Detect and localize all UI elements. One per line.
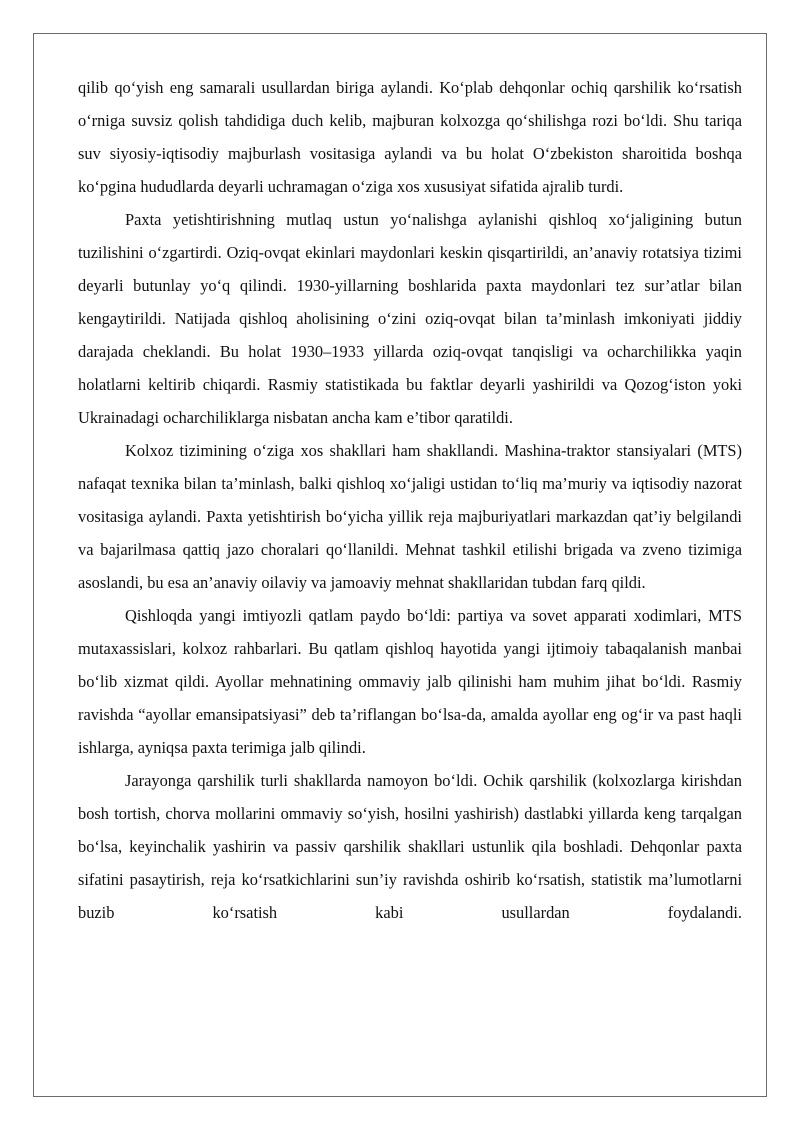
paragraph-5: Jarayonga qarshilik turli shakllarda namoyon bo‘ldi. Ochik qarshilik (kolxozlarga kirishdan bosh tortish, chorva mollarini ommaviy so‘yish, hosilni yashirish) dastlabki yillarda keng tarqalgan bo‘lsa, keyinchalik yashirin va passiv qarshilik shakllari ustunlik qila boshladi. Dehqonlar paxta sifatini pasaytirish, reja ko‘rsatkichlarini sun’iy ravishda oshirib ko‘rsatish, statistik ma’lumotlarni buzib ko‘rsatish kabi usullardan foydalandi. (78, 771, 742, 922)
paragraph-2: Paxta yetishtirishning mutlaq ustun yo‘nalishga aylanishi qishloq xo‘jaligining butun tuzilishini o‘zgartirdi. Oziq-ovqat ekinlari maydonlari keskin qisqartirildi, an’anaviy rotatsiya tizimi deyarli butunlay yo‘q qilindi. 1930-yillarning boshlarida paxta maydonlari tez sur’atlar bilan kengaytirildi. Natijada qishloq aholisining o‘zini oziq-ovqat bilan ta’minlash imkoniyati jiddiy darajada cheklandi. Bu holat 1930–1933 yillarda oziq-ovqat tanqisligi va ocharchilikka yaqin holatlarni keltirib chiqardi. Rasmiy statistikada bu faktlar deyarli yashirildi va Qozog‘iston yoki Ukrainadagi ocharchiliklarga nisbatan ancha kam e’tibor qaratildi. (78, 210, 742, 427)
paragraph-1: qilib qo‘yish eng samarali usullardan biriga aylandi. Ko‘plab dehqonlar ochiq qarshilik ko‘rsatish o‘rniga suvsiz qolish tahdidiga duch kelib, majburan kolxozga qo‘shilishga rozi bo‘ldi. Shu tariqa suv siyosiy-iqtisodiy majburlash vositasiga aylandi va bu holat O‘zbekiston sharoitida boshqa ko‘pgina hududlarda deyarli uchramagan o‘ziga xos xususiyat sifatida ajralib turdi. (78, 78, 742, 196)
paragraph-3: Kolxoz tizimining o‘ziga xos shakllari ham shakllandi. Mashina-traktor stansiyalari (MTS) nafaqat texnika bilan ta’minlash, balki qishloq xo‘jaligi ustidan to‘liq ma’muriy va iqtisodiy nazorat vositasiga aylandi. Paxta yetishtirish bo‘yicha yillik reja majburiyatlari markazdan qat’iy belgilandi va bajarilmasa qattiq jazo choralari qo‘llanildi. Mehnat tashkil etilishi brigada va zveno tizimiga asoslandi, bu esa an’anaviy oilaviy va jamoaviy mehnat shakllaridan tubdan farq qildi. (78, 441, 742, 592)
paragraph-4: Qishloqda yangi imtiyozli qatlam paydo bo‘ldi: partiya va sovet apparati xodimlari, MTS mutaxassislari, kolxoz rahbarlari. Bu qatlam qishloq hayotida yangi ijtimoiy tabaqalanish manbai bo‘lib xizmat qildi. Ayollar mehnatining ommaviy jalb qilinishi ham muhim jihat bo‘ldi. Rasmiy ravishda “ayollar emansipatsiyasi” deb ta’riflangan bo‘lsa-da, amalda ayollar eng og‘ir va past haqli ishlarga, ayniqsa paxta terimiga jalb qilindi. (78, 606, 742, 757)
document-body (78, 71, 742, 929)
